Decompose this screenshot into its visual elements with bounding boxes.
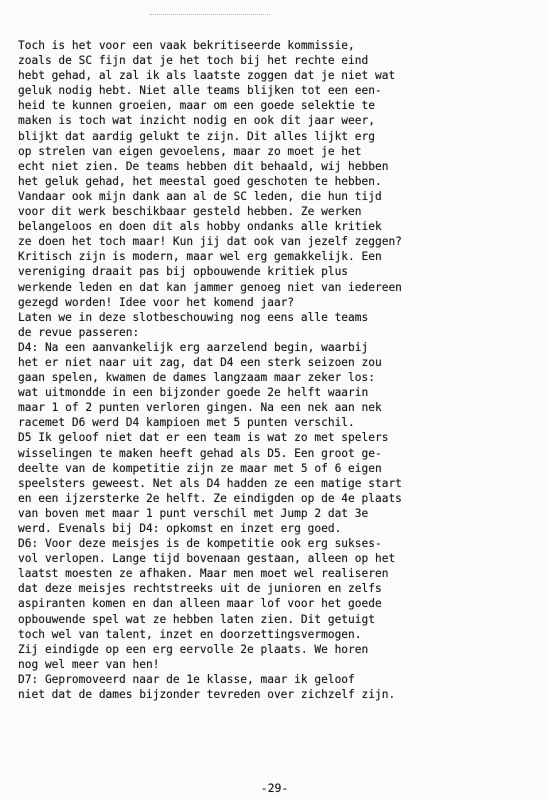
text-line: werkende leden en dat kan jammer genoeg niet van iedereen [18,280,402,294]
text-line: dat deze meisjes rechtstreeks uit de junioren en zelfs [18,582,382,596]
text-line: D5 Ik geloof niet dat er een team is wat zo met spelers [18,431,389,445]
text-line: D6: Voor deze meisjes is de kompetitie ook erg sukses- [18,537,382,551]
text-line: geluk nodig hebt. Niet alle teams blijken tot een een- [18,84,382,98]
text-line: het er niet naar uit zag, dat D4 een sterk seizoen zou [18,355,382,369]
text-line: op strelen van eigen gevoelens, maar zo moet je het [18,144,362,158]
text-line: de revue passeren: [18,325,140,339]
text-line: werd. Evenals bij D4: opkomst en inzet erg goed. [18,522,342,535]
text-line: belangeloos en doen dit als hobby ondanks alle kritiek [18,220,382,234]
body-text [18,38,540,702]
text-line: blijkt dat aardig gelukt te zijn. Dit alles lijkt erg [18,129,375,143]
text-line: het geluk gehad, het meestal goed geschoten te hebben. [18,174,382,188]
text-line: echt niet zien. De teams hebben dit behaald, wij hebben [18,159,389,173]
text-line: niet dat de dames bijzonder tevreden over zichzelf zijn. [18,688,396,702]
text-line: Laten we in deze slotbeschouwing nog eens alle teams [18,310,369,324]
text-line: maar 1 of 2 punten verloren gingen. Na een nek aan nek [18,401,382,415]
text-line: zoals de SC fijn dat je het toch bij het rechte eind [18,54,369,68]
text-line: wisselingen te maken heeft gehad als D5. Een groot ge- [18,446,382,460]
text-line: voor dit werk beschikbaar gesteld hebben. Ze werken [18,205,362,219]
text-line: laatst moesten ze afhaken. Maar men moet wel realiseren [18,567,389,581]
text-line: gezegd worden! Idee voor het komend jaar? [18,295,295,309]
text-line: en een ijzersterke 2e helft. Ze eindigden op de 4e plaats [18,491,402,505]
text-line: opbouwende spel wat ze hebben laten zien. Dit getuigt [18,612,375,626]
text-line: van boven met maar 1 punt verschil met Jump 2 dat 3e [18,506,369,520]
text-line: Vandaar ook mijn dank aan al de SC leden, die hun tijd [18,189,382,203]
text-line: racemet D6 werd D4 kampioen met 5 punten verschil. [18,416,355,430]
text-line: vereniging draait pas bij opbouwende kritiek plus [18,265,349,279]
text-line: toch wel van talent, inzet en doorzettingsvermogen. [18,627,362,641]
text-line: aspiranten komen en dan alleen maar lof voor het goede [18,597,382,611]
text-line: vol verlopen. Lange tijd bovenaan gestaan, alleen op het [18,552,396,566]
text-line: deelte van de kompetitie zijn ze maar met 5 of 6 eigen [18,461,382,475]
text-line: Zij eindigde op een erg eervolle 2e plaats. We horen [18,642,369,656]
text-line: Kritisch zijn is modern, maar wel erg gemakkelijk. Een [18,250,382,264]
text-line: speelsters geweest. Net als D4 hadden ze een matige start [18,476,402,490]
text-line: maken is toch wat inzicht nodig en ook dit jaar weer, [18,114,375,128]
text-line: hebt gehad, al zal ik als laatste zoggen dat je niet wat [18,69,396,83]
text-line: heid te kunnen groeien, maar om een goede selektie te [18,99,375,113]
text-line: Toch is het voor een vaak bekritiseerde kommissie, [18,39,355,52]
text-line: wat uitmondde in een bijzonder goede 2e helft waarin [18,386,369,400]
pencil-mark [150,14,270,27]
text-line: gaan spelen, kwamen de dames langzaam maar zeker los: [18,371,375,385]
text-line: D7: Gepromoveerd naar de 1e klasse, maar ik geloof [18,672,355,686]
page-number: -29- [260,781,289,795]
text-line: D4: Na een aanvankelijk erg aarzelend begin, waarbij [18,340,369,354]
text-line: nog wel meer van hen! [18,657,160,671]
text-line: ze doen het toch maar! Kun jij dat ook van jezelf zeggen? [18,235,402,249]
